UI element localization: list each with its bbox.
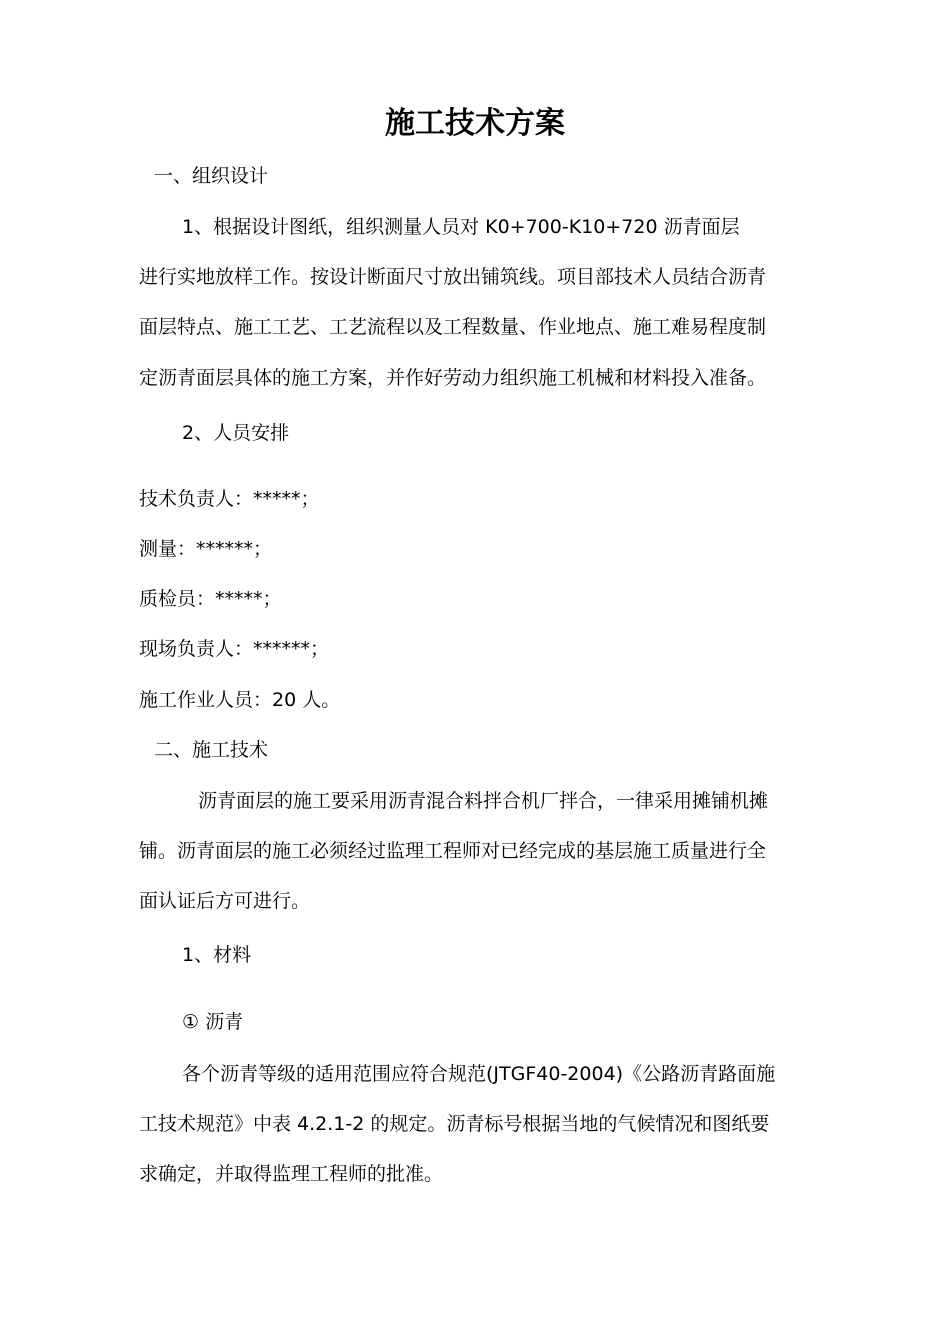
paragraph-line: 求确定，并取得监理工程师的批准。 (139, 1163, 444, 1185)
paragraph-line: 定沥青面层具体的施工方案，并作好劳动力组织施工机械和材料投入准备。 (139, 367, 767, 389)
paragraph-line: 各个沥青等级的适用范围应符合规范(JTGF40-2004)《公路沥青路面施 (182, 1063, 776, 1085)
paragraph-line: 进行实地放样工作。按设计断面尺寸放出铺筑线。项目部技术人员结合沥青 (139, 266, 767, 288)
paragraph-line: 面层特点、施工工艺、工艺流程以及工程数量、作业地点、施工难易程度制 (139, 316, 767, 338)
personnel-item: 施工作业人员：20 人。 (139, 689, 341, 711)
personnel-item: 测量：******； (139, 538, 273, 560)
paragraph-line: 1、根据设计图纸，组织测量人员对 K0+700-K10+720 沥青面层 (182, 216, 740, 238)
personnel-item: 技术负责人：*****； (139, 488, 320, 510)
paragraph-line: 工技术规范》中表 4.2.1-2 的规定。沥青标号根据当地的气候情况和图纸要 (139, 1113, 770, 1135)
section-heading-organization: 一、组织设计 (154, 165, 269, 187)
subheading-personnel: 2、人员安排 (182, 422, 290, 444)
personnel-item: 质检员：*****； (139, 588, 282, 610)
paragraph-line: 铺。沥青面层的施工必须经过监理工程师对已经完成的基层施工质量进行全 (139, 840, 767, 862)
document-title: 施工技术方案 (385, 106, 565, 141)
subheading-asphalt: ① 沥青 (182, 1011, 244, 1033)
paragraph-line: 沥青面层的施工要采用沥青混合料拌合机厂拌合，一律采用摊铺机摊 (198, 790, 769, 812)
subheading-materials: 1、材料 (182, 944, 252, 966)
paragraph-line: 面认证后方可进行。 (139, 890, 311, 912)
section-heading-construction: 二、施工技术 (154, 739, 269, 761)
personnel-item: 现场负责人：******； (139, 638, 330, 660)
